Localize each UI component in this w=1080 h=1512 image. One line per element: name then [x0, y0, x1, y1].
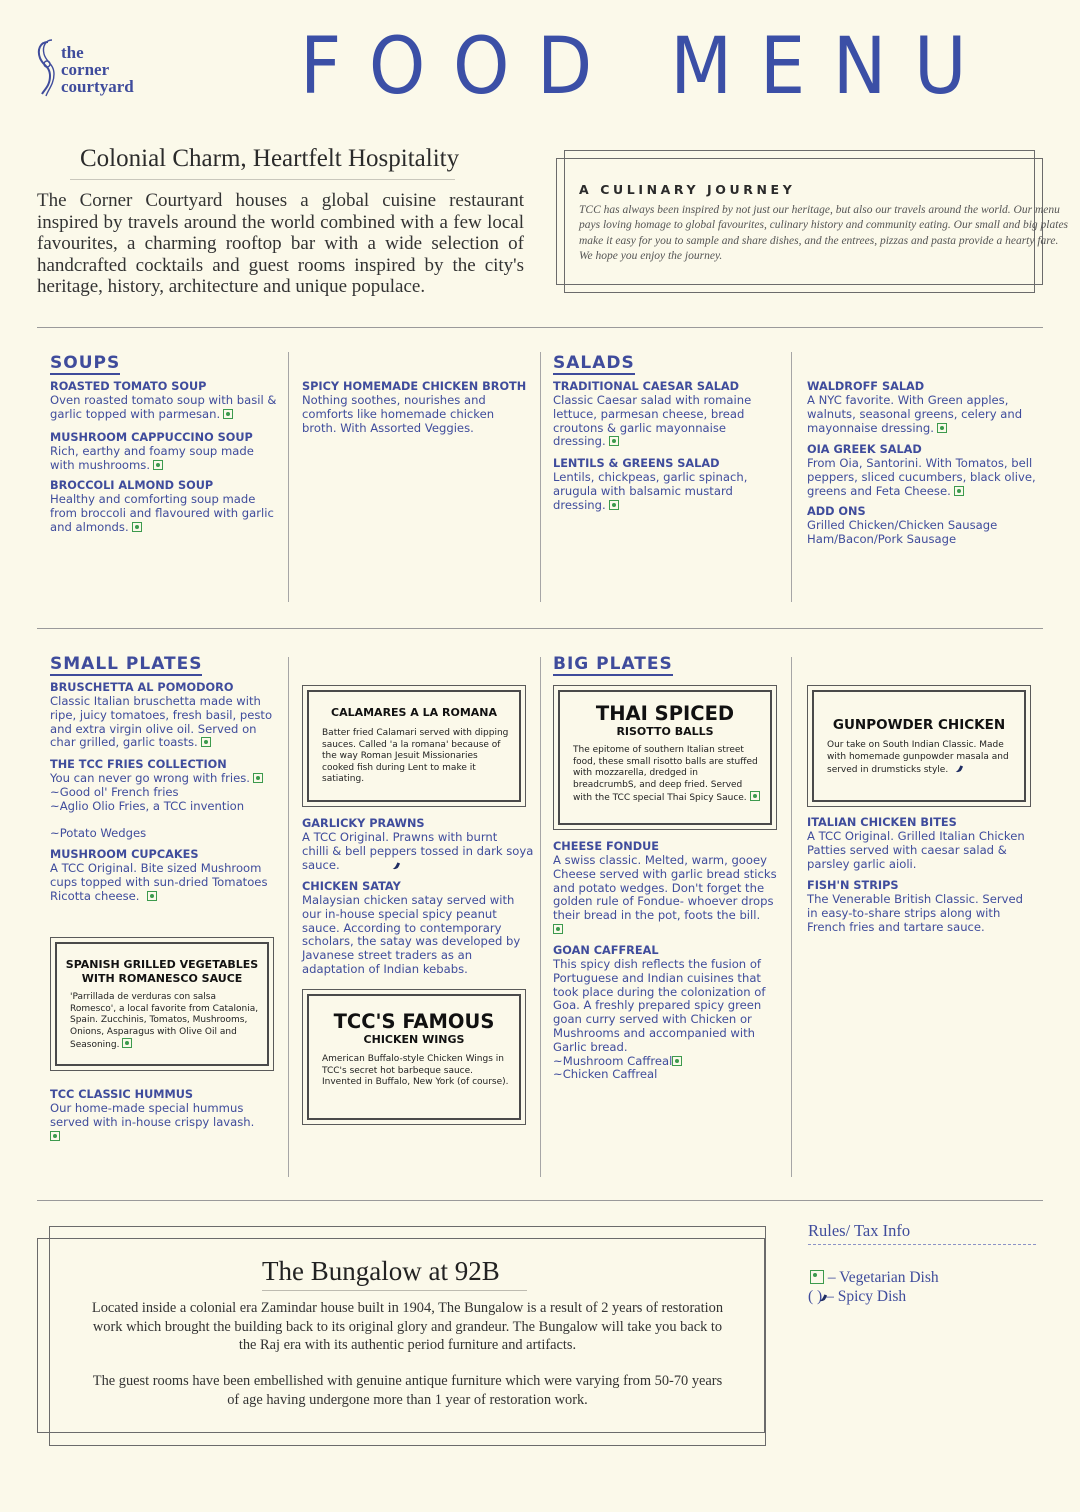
item-name: BROCCOLI ALMOND SOUP — [50, 479, 214, 492]
menu-item: OIA GREEK SALAD From Oia, Santorini. With Tomatos, bell peppers, sliced cucumbers, black olive, greens and Feta Cheese. — [807, 443, 1036, 498]
section-title-small-plates: SMALL PLATES — [50, 654, 203, 674]
intro-divider — [70, 179, 455, 180]
item-name: SPICY HOMEMADE CHICKEN BROTH — [302, 380, 527, 393]
featured-item-title: SPANISH GRILLED VEGETABLES WITH ROMANESCO SAUCE — [65, 958, 259, 985]
vegetarian-icon — [147, 891, 157, 901]
menu-item: MUSHROOM CAPPUCCINO SOUP Rich, earthy and foamy soup made with mushrooms. — [50, 431, 275, 473]
menu-item: CHEESE FONDUE A swiss classic. Melted, warm, gooey Cheese served with garlic bread sticks and potato wedges. Don't forget the golden rule of Fondue- whoever drops their bread in the pot, foots the bill. — [553, 840, 778, 937]
featured-item-description: Batter fried Calamari served with dipping sauces. Called 'a la romana' because of the way Roman Jesuit Missionaries cooked fish during Lent to make it satiating. — [322, 728, 509, 784]
divider — [37, 628, 1043, 629]
menu-item: THE TCC FRIES COLLECTION You can never go wrong with fries. ~Good ol' French fries ~Aglio Olio Fries, a TCC invention ~Potato Wedges — [50, 758, 275, 841]
featured-item-title: THAI SPICED RISOTTO BALLS — [595, 702, 735, 738]
item-name: CHEESE FONDUE — [553, 840, 660, 853]
vegetarian-icon — [609, 436, 619, 446]
vegetarian-icon — [672, 1056, 682, 1066]
divider — [37, 327, 1043, 328]
menu-item: WALDROFF SALAD A NYC favorite. With Green apples, walnuts, seasonal greens, celery and mayonnaise dressing. — [807, 380, 1032, 435]
section-title-big-plates: BIG PLATES — [553, 654, 673, 674]
menu-item: BROCCOLI ALMOND SOUP Healthy and comforting soup made from broccoli and flavoured with garlic and almonds. — [50, 479, 274, 534]
vegetarian-icon — [201, 737, 211, 747]
featured-item-description: American Buffalo-style Chicken Wings in TCC's secret hot barbeque sauce. Invented in Buffalo, New York (of course). — [322, 1054, 509, 1087]
menu-item: GARLICKY PRAWNS A TCC Original. Prawns with burnt chilli & bell peppers tossed in dark soya sauce. — [302, 817, 534, 872]
menu-item: LENTILS & GREENS SALAD Lentils, chickpeas, garlic spinach, arugula with balsamic mustard dressing. — [553, 457, 778, 512]
intro-heading: Colonial Charm, Heartfelt Hospitality — [80, 145, 460, 172]
column-divider — [540, 657, 541, 1177]
brand-logo — [34, 36, 134, 98]
vegetarian-icon — [132, 522, 142, 532]
bungalow-heading: The Bungalow at 92B — [262, 1256, 500, 1286]
vegetarian-icon — [810, 1270, 824, 1284]
featured-item-title: CALAMARES A LA ROMANA — [331, 706, 497, 719]
rules-divider — [808, 1244, 1036, 1245]
item-name: GOAN CAFFREAL — [553, 944, 659, 957]
logo-line-1: the — [61, 43, 84, 62]
journey-heading: A CULINARY JOURNEY — [579, 182, 796, 197]
section-title-salads: SALADS — [553, 353, 635, 373]
column-divider — [791, 657, 792, 1177]
menu-item: SPICY HOMEMADE CHICKEN BROTH Nothing soothes, nourishes and comforts like homemade chicken broth. With Assorted Veggies. — [302, 380, 527, 435]
item-name: BRUSCHETTA AL POMODORO — [50, 681, 234, 694]
featured-item-description: Our take on South Indian Classic. Made with homemade gunpowder masala and served in drumsticks style. — [827, 740, 1009, 775]
bungalow-divider — [262, 1290, 527, 1291]
featured-item-title: GUNPOWDER CHICKEN — [832, 717, 1006, 733]
vegetarian-icon — [50, 1131, 60, 1141]
item-name: ROASTED TOMATO SOUP — [50, 380, 207, 393]
logo-mark-icon — [34, 36, 60, 98]
vegetarian-icon — [937, 423, 947, 433]
divider — [37, 1200, 1043, 1201]
menu-item: MUSHROOM CUPCAKES A TCC Original. Bite sized Mushroom cups topped with sun-dried Tomatoes Ricotta cheese. — [50, 848, 275, 903]
item-name: FISH'N STRIPS — [807, 879, 899, 892]
rules-heading: Rules/ Tax Info — [808, 1221, 911, 1240]
legend-spicy-label: ( ) – Spicy Dish — [808, 1288, 907, 1305]
vegetarian-icon — [553, 924, 563, 934]
menu-item: ITALIAN CHICKEN BITES A TCC Original. Grilled Italian Chicken Patties served with caesar salad & parsley garlic aioli. — [807, 816, 1032, 871]
menu-item: CHICKEN SATAY Malaysian chicken satay served with our in-house special spicy peanut sauce. According to contemporary scholars, the satay was developed by Javanese street traders as an adaptation of Indian kebabs. — [302, 880, 527, 977]
column-divider — [791, 352, 792, 602]
item-name: OIA GREEK SALAD — [807, 443, 922, 456]
item-name: MUSHROOM CUPCAKES — [50, 848, 199, 861]
menu-item: ADD ONS Grilled Chicken/Chicken Sausage Ham/Bacon/Pork Sausage — [807, 505, 1032, 547]
logo-line-3: courtyard — [61, 77, 134, 96]
page-title: FOOD MENU — [300, 22, 995, 112]
menu-item: TRADITIONAL CAESAR SALAD Classic Caesar salad with romaine lettuce, parmesan cheese, bread croutons & garlic mayonnaise dressing. — [553, 380, 778, 449]
item-name: MUSHROOM CAPPUCCINO SOUP — [50, 431, 253, 444]
featured-item-description: 'Parrillada de verduras con salsa Romesco', a local favorite from Catalonia, Spain. Zucchinis, Tomatos, Mushrooms, Onions, Asparagus with Olive Oil and Seasoning. — [70, 992, 259, 1050]
journey-text: TCC has always been inspired by not just our heritage, but also our travels around the world. Our menu pays loving homage to global favourites, culinary history and community eating. Our small and big plates make it easy for you to sample and share dishes, and the entrees, pizzas and pasta provide a hearty fare. We hope you enjoy the journey. — [579, 204, 1069, 262]
item-name: TCC CLASSIC HUMMUS — [50, 1088, 194, 1101]
vegetarian-icon — [223, 409, 233, 419]
column-divider — [540, 352, 541, 602]
legend-vegetarian-label: – Vegetarian Dish — [827, 1269, 939, 1286]
spicy-chilli-icon — [815, 1292, 824, 1302]
legend-vegetarian — [808, 1269, 939, 1287]
bungalow-paragraph-2: The guest rooms have been embellished with genuine antique furniture which were varying from 50-70 years of age having undergone more than 1 year of restoration work. — [92, 1373, 723, 1408]
menu-item: ROASTED TOMATO SOUP Oven roasted tomato soup with basil & garlic topped with parmesan. — [50, 380, 277, 421]
item-name: WALDROFF SALAD — [807, 380, 925, 393]
item-name: CHICKEN SATAY — [302, 880, 401, 893]
item-name: GARLICKY PRAWNS — [302, 817, 425, 830]
menu-item: BRUSCHETTA AL POMODORO Classic Italian bruschetta made with ripe, juicy tomatoes, fresh basil, pesto and extra virgin olive oil. Served on char grilled, garlic toasts. — [50, 681, 275, 750]
column-divider — [288, 657, 289, 1177]
vegetarian-icon — [122, 1038, 132, 1048]
spicy-chilli-icon — [951, 763, 960, 773]
spicy-chilli-icon — [388, 860, 397, 870]
column-divider — [288, 352, 289, 602]
menu-item: TCC CLASSIC HUMMUS Our home-made special hummus served with in-house crispy lavash. — [50, 1088, 275, 1143]
featured-item-title: TCC'S FAMOUS CHICKEN WINGS — [333, 1010, 495, 1046]
legend-spicy — [808, 1288, 906, 1306]
section-title-soups: SOUPS — [50, 353, 121, 373]
menu-item: FISH'N STRIPS The Venerable British Classic. Served in easy-to-share strips along with French fries and tartare sauce. — [807, 879, 1032, 934]
intro-paragraph: The Corner Courtyard houses a global cuisine restaurant inspired by travels around the world combined with a few local favourites, a charming rooftop bar with a wide selection of handcrafted cocktails and guest rooms inspired by the city's heritage, history, architecture and unique populace. — [37, 190, 524, 297]
item-name: THE TCC FRIES COLLECTION — [50, 758, 227, 771]
logo-line-2: corner — [61, 60, 110, 79]
item-name: LENTILS & GREENS SALAD — [553, 457, 720, 470]
item-name: ITALIAN CHICKEN BITES — [807, 816, 957, 829]
vegetarian-icon — [253, 773, 263, 783]
bungalow-paragraph-1: Located inside a colonial era Zamindar house built in 1904, The Bungalow is a result of 2 years of restoration work which brought the building back to its original glory and grandeur. The Bungalow will take you back to the Raj era with its authentic period furniture and artifacts. — [91, 1300, 724, 1353]
vegetarian-icon — [153, 460, 163, 470]
item-name: ADD ONS — [807, 505, 866, 518]
vegetarian-icon — [609, 500, 619, 510]
menu-item: GOAN CAFFREAL This spicy dish reflects the fusion of Portuguese and Indian cuisines that took place during the colonization of Goa. A freshly prepared spicy green goan curry served with Chicken or Mushrooms and accompanied with Garlic bread. ~Mushroom Caffreal ~Chicken Caffreal — [553, 944, 778, 1082]
item-name: TRADITIONAL CAESAR SALAD — [553, 380, 740, 393]
featured-item-description: The epitome of southern Italian street food, these small risotto balls are stuffed with mozzarella, dredged in breadcrumbS, and deep fried. Served with the TCC special Thai Spicy Sauce. — [573, 745, 758, 803]
vegetarian-icon — [750, 791, 760, 801]
vegetarian-icon — [954, 486, 964, 496]
